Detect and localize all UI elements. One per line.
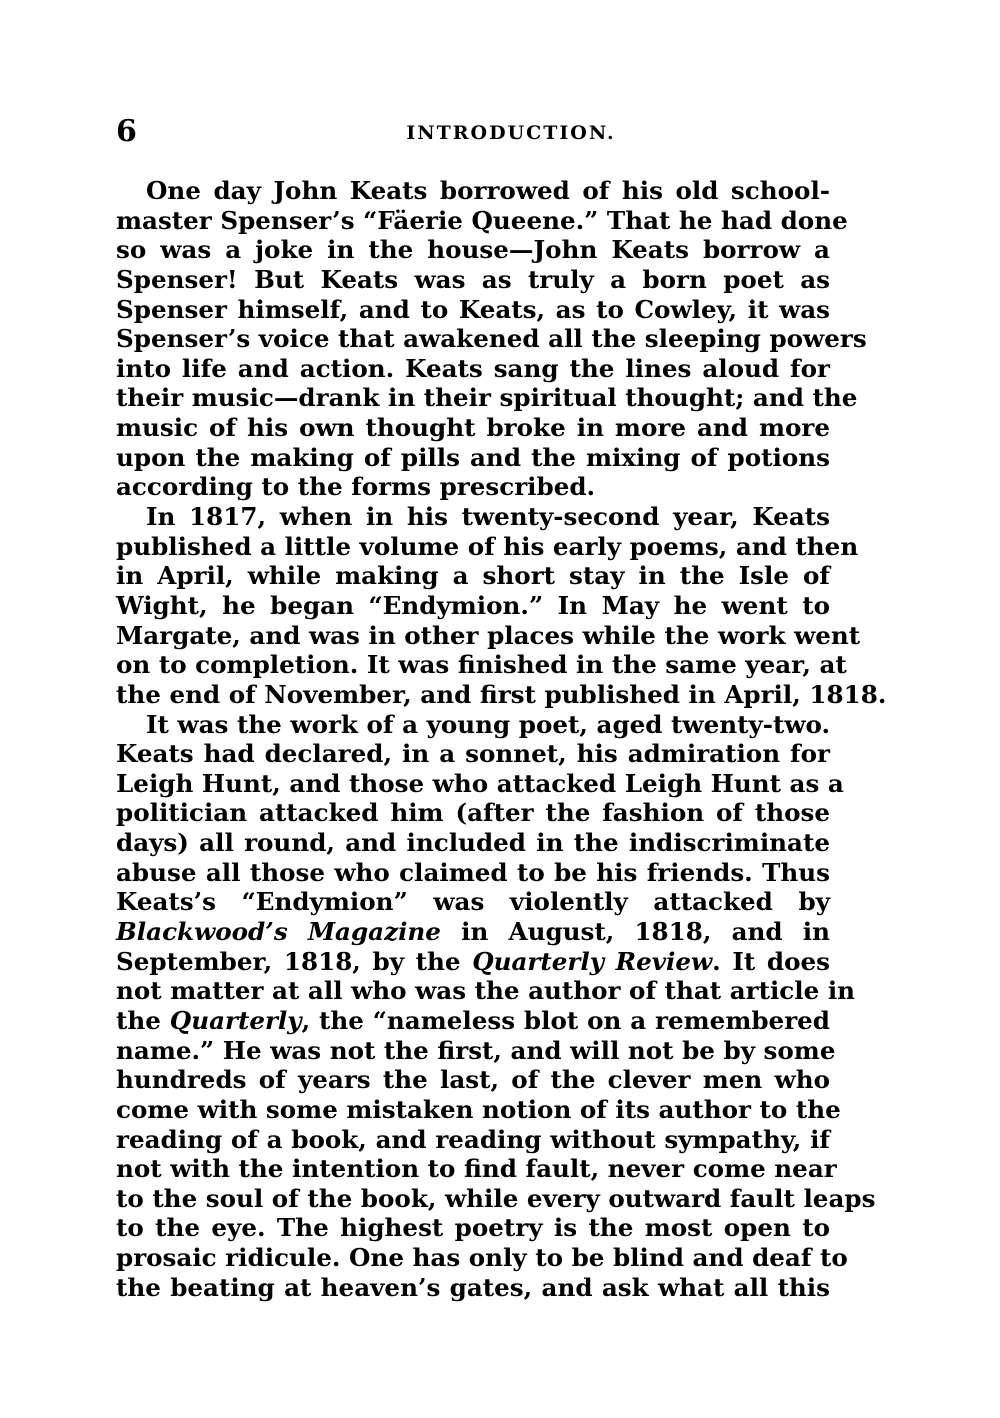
- text-line: politician attacked him (after the fashion of those: [116, 798, 830, 828]
- text-line: Spenser! But Keats was as truly a born poet as: [116, 264, 830, 294]
- text-line: September, 1818, by the Quarterly Review. It does: [116, 946, 830, 976]
- text-line: Spenser’s voice that awakened all the sleeping powers: [116, 324, 867, 354]
- text-line: the Quarterly, the “nameless blot on a remembered: [116, 1005, 831, 1035]
- text-line: published a little volume of his early poems, and then: [116, 531, 859, 561]
- text-line: name.” He was not the first, and will not be by some: [116, 1035, 836, 1065]
- running-head: INTRODUCTION.: [406, 122, 616, 144]
- text-line: In 1817, when in his twenty-second year, Keats: [146, 502, 830, 532]
- text-line: Keats’s “Endymion” was violently attacked by: [116, 887, 830, 917]
- body-text: [116, 176, 887, 1302]
- text-line: the end of November, and first published in April, 1818.: [116, 679, 887, 709]
- text-line: hundreds of years the last, of the clever men who: [116, 1065, 830, 1095]
- text-line: come with some mistaken notion of its author to the: [116, 1094, 841, 1124]
- text-line: abuse all those who claimed to be his friends. Thus: [116, 857, 830, 887]
- text-line: Blackwood’s Magazine in August, 1818, and in: [116, 917, 830, 947]
- text-line: master Spenser’s “Fäerie Queene.” That he had done: [116, 205, 848, 235]
- text-line: Wight, he began “Endymion.” In May he went to: [116, 590, 830, 620]
- text-line: to the soul of the book, while every outward fault leaps: [116, 1183, 876, 1213]
- text-line: reading of a book, and reading without sympathy, if: [116, 1124, 830, 1154]
- text-line: Spenser himself, and to Keats, as to Cowley, it was: [116, 294, 830, 324]
- text-line: upon the making of pills and the mixing of potions: [116, 442, 830, 472]
- text-line: not matter at all who was the author of that article in: [116, 976, 856, 1006]
- text-line: so was a joke in the house—John Keats borrow a: [116, 235, 830, 265]
- text-line: music of his own thought broke in more and more: [116, 413, 830, 443]
- text-line: the beating at heaven’s gates, and ask what all this: [116, 1272, 830, 1302]
- text-line: not with the intention to find fault, never come near: [116, 1154, 837, 1184]
- text-line: One day John Keats borrowed of his old school-: [146, 176, 830, 205]
- text-line: to the eye. The highest poetry is the most open to: [116, 1213, 830, 1243]
- text-line: prosaic ridicule. One has only to be blind and deaf to: [116, 1243, 848, 1273]
- page-number: 6: [116, 114, 137, 149]
- text-line: Keats had declared, in a sonnet, his admiration for: [116, 739, 830, 769]
- text-line: Margate, and was in other places while the work went: [116, 620, 861, 650]
- text-line: their music—drank in their spiritual thought; and the: [116, 383, 858, 413]
- text-line: Leigh Hunt, and those who attacked Leigh Hunt as a: [116, 768, 844, 798]
- text-line: in April, while making a short stay in the Isle of: [116, 561, 830, 591]
- text-line: into life and action. Keats sang the lines aloud for: [116, 353, 830, 383]
- text-line: on to completion. It was finished in the same year, at: [116, 650, 847, 680]
- text-line: according to the forms prescribed.: [116, 472, 596, 502]
- text-line: days) all round, and included in the indiscriminate: [116, 828, 830, 858]
- text-line: It was the work of a young poet, aged twenty-two.: [146, 709, 831, 739]
